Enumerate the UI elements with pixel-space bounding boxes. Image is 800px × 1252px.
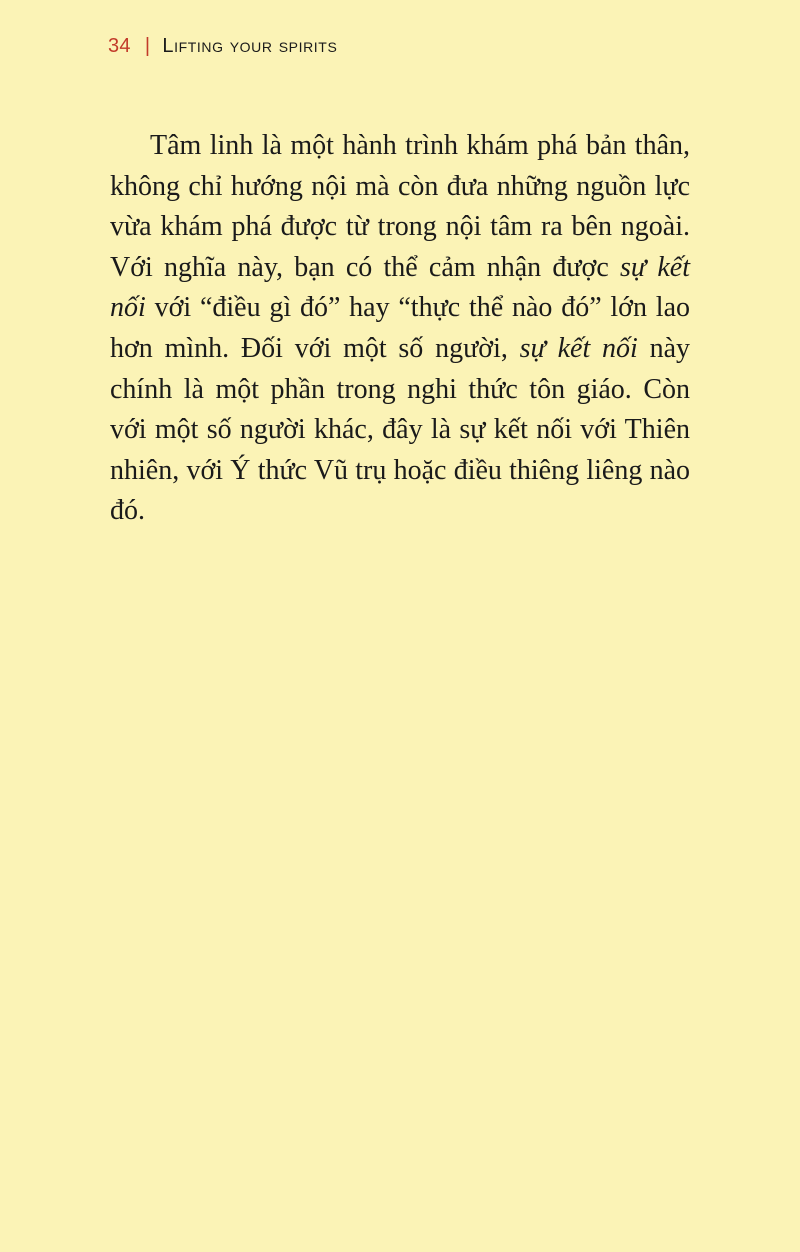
paragraph-text-2: với “điều gì đó” hay “thực thể nào đó” lớn lao hơn mình. Đối với một số người,: [110, 292, 690, 364]
emphasis-text-1: sự kết nối: [110, 251, 690, 324]
body-paragraph: [110, 126, 690, 532]
paragraph-text-3: này chính là một phần trong nghi thức tôn giáo. Còn với một số người khác, đây là sự kết nối với Thiên nhiên, với Ý thức Vũ trụ hoặc điều thiêng liêng nào đó.: [110, 332, 691, 527]
emphasis-text-2: sự kết nối: [519, 332, 638, 364]
paragraph-text-1: Tâm linh là một hành trình khám phá bản thân, không chỉ hướng nội mà còn đưa những nguồn lực vừa khám phá được từ trong nội tâm ra bên ngoài. Với nghĩa này, bạn có thể cảm nhận được: [110, 130, 690, 283]
book-title: Lifting your spirits: [162, 35, 338, 57]
header-separator: |: [144, 35, 151, 57]
page-number: 34: [108, 35, 131, 57]
running-header: [108, 32, 337, 60]
